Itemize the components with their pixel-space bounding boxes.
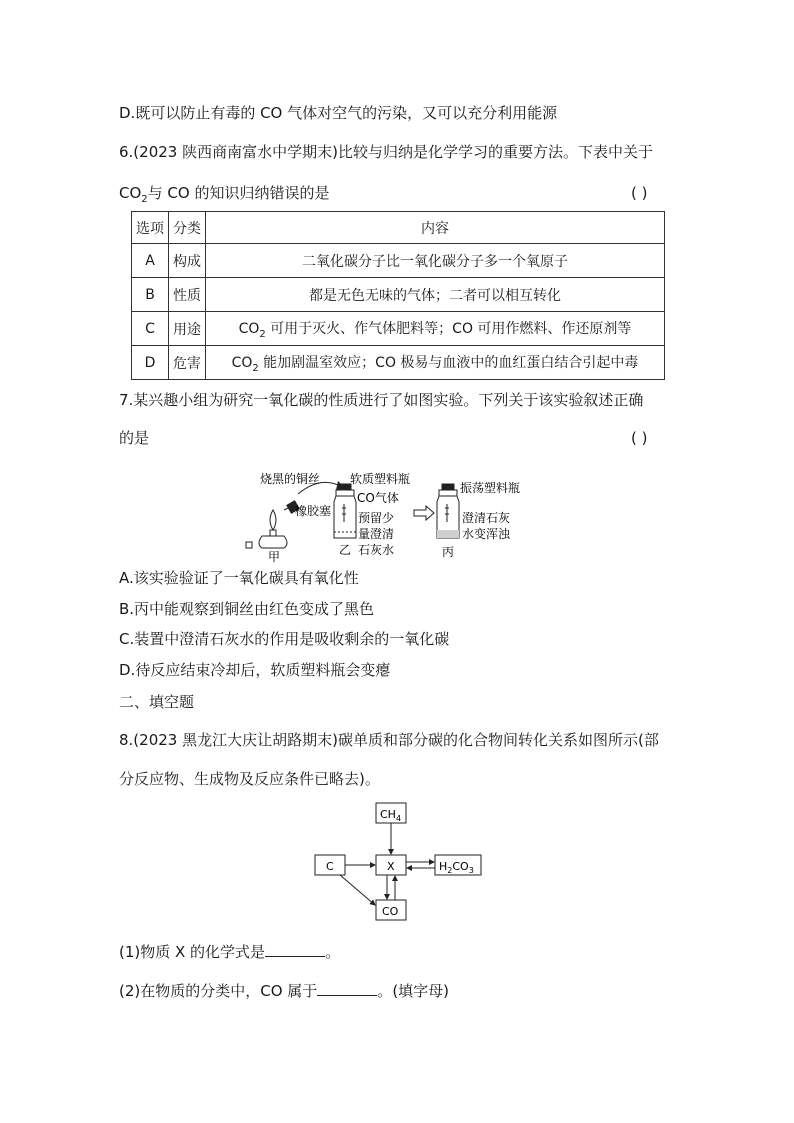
q8-sub2: (2)在物质的分类中，CO 属于 。(填字母) <box>119 982 450 1000</box>
row-content: $CO_2$ 能加剧温室效应；CO 极易与血液中的血红蛋白结合引起中毒 <box>206 346 665 380</box>
label-residue-1: 预留少 <box>358 511 395 525</box>
label-h2co3: $H_2CO_3$ <box>439 860 474 875</box>
q6-answer-paren: ( ) <box>631 184 648 202</box>
row-content: 都是无色无味的气体；二者可以相互转化 <box>206 278 665 312</box>
table-row <box>132 278 665 312</box>
table-header-row <box>132 212 665 244</box>
q7-option-b: B.丙中能观察到铜丝由红色变成了黑色 <box>119 600 375 618</box>
next-step-arrow-icon <box>414 506 434 520</box>
row-content: 二氧化碳分子比一氧化碳分子多一个氧原子 <box>206 244 665 278</box>
label-shake: 振荡塑料瓶 <box>460 481 521 495</box>
caption-yi: 乙 <box>339 543 352 557</box>
q7-option-a: A.该实验验证了一氧化碳具有氧化性 <box>119 569 359 587</box>
q6-stem-line1: 6.(2023 陕西商南富水中学期末)比较与归纳是化学学习的重要方法。下表中关于 <box>119 143 653 161</box>
q8-conversion-diagram <box>310 800 490 924</box>
table-row <box>132 244 665 278</box>
header-content: 内容 <box>206 212 665 244</box>
row-category: 用途 <box>169 312 206 346</box>
q6-stem-line2: $CO_2$与 CO 的知识归纳错误的是 <box>119 184 330 205</box>
row-content: $CO_2$ 可用于灭火、作气体肥料等；CO 可用作燃料、作还原剂等 <box>206 312 665 346</box>
row-option: D <box>132 346 169 380</box>
q7-option-c: C.装置中澄清石灰水的作用是吸收剩余的一氧化碳 <box>119 630 450 648</box>
label-turbid-2: 水变浑浊 <box>462 527 511 541</box>
label-turbid-1: 澄清石灰 <box>462 511 511 525</box>
label-co: CO <box>382 905 399 918</box>
q7-experiment-figure <box>238 462 538 564</box>
plastic-bottle-bing-icon <box>437 484 459 538</box>
answer-blank-1[interactable] <box>265 942 325 957</box>
arrow-c-co <box>340 875 375 905</box>
alcohol-lamp-icon <box>246 510 287 548</box>
plastic-bottle-yi-icon <box>334 484 356 538</box>
table-row <box>132 312 665 346</box>
table-row <box>132 346 665 380</box>
caption-jia: 甲 <box>268 550 281 564</box>
row-category: 性质 <box>169 278 206 312</box>
q7-stem-line2: 的是 <box>119 429 150 447</box>
row-category: 危害 <box>169 346 206 380</box>
section-heading: 二、填空题 <box>119 693 195 711</box>
q7-answer-paren: ( ) <box>631 429 648 447</box>
label-residue-3: 石灰水 <box>358 543 395 557</box>
q8-stem-line1: 8.(2023 黑龙江大庆让胡路期末)碳单质和部分碳的化合物间转化关系如图所示(部 <box>119 731 659 749</box>
q8-sub1: (1)物质 X 的化学式是 。 <box>119 943 341 961</box>
q5-option-d: D.既可以防止有毒的 CO 气体对空气的污染，又可以充分利用能源 <box>119 104 558 122</box>
label-c: C <box>326 860 334 873</box>
label-ch4: $CH_4$ <box>380 808 402 823</box>
label-residue-2: 量澄清 <box>358 527 395 541</box>
row-option: B <box>132 278 169 312</box>
row-option: A <box>132 244 169 278</box>
label-stopper: 橡胶塞 <box>295 504 332 518</box>
label-bottle: 软质塑料瓶 <box>350 472 411 486</box>
label-wire: 烧黑的铜丝 <box>260 472 321 486</box>
header-category: 分类 <box>169 212 206 244</box>
header-option: 选项 <box>132 212 169 244</box>
row-option: C <box>132 312 169 346</box>
q7-option-d: D.待反应结束冷却后，软质塑料瓶会变瘪 <box>119 661 391 679</box>
q7-stem-line1: 7.某兴趣小组为研究一氧化碳的性质进行了如图实验。下列关于该实验叙述正确 <box>119 391 644 409</box>
caption-bing: 丙 <box>442 545 455 559</box>
label-x: X <box>387 860 395 873</box>
q6-knowledge-table <box>131 211 665 380</box>
row-category: 构成 <box>169 244 206 278</box>
q8-stem-line2: 分反应物、生成物及反应条件已略去)。 <box>119 770 380 788</box>
label-gas: CO气体 <box>357 491 399 505</box>
answer-blank-2[interactable] <box>317 981 377 996</box>
